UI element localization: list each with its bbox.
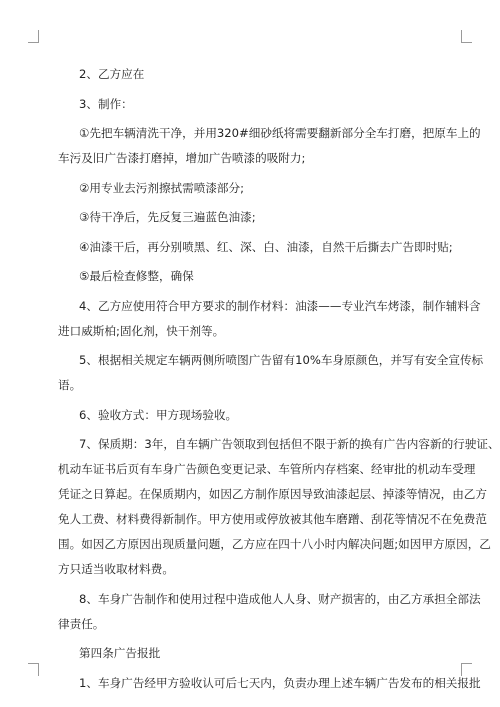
paragraph-9: [58, 348, 484, 398]
paragraph-5: [79, 205, 439, 230]
paragraph-10: [79, 403, 439, 428]
text-line: ④油漆干后，再分别喷黑、红、深、白、油漆，自然干后撕去广告即时贴;: [79, 239, 453, 254]
text-line: 车污及旧广告漆打磨掉，增加广告喷漆的吸附力;: [58, 151, 306, 165]
paragraph-8: [58, 294, 481, 344]
paragraph-1: [79, 62, 439, 87]
crop-mark-top-left: [28, 30, 39, 43]
text-line: 5、根据相关规定车辆两侧所喷图广告留有10%车身原颜色，并写有安全宣传标: [79, 353, 484, 367]
crop-mark-bottom-right: [461, 663, 472, 676]
paragraph-3: [58, 121, 481, 171]
text-line: 4、乙方应使用符合甲方要求的制作材料：油漆——专业汽车烤漆，制作辅料含: [79, 298, 481, 313]
text-line: ⑤最后检查修整，确保: [79, 269, 194, 283]
section-heading: [79, 641, 439, 666]
paragraph-4: [79, 176, 439, 201]
text-line: 6、验收方式：甲方现场验收。: [79, 407, 238, 422]
text-line: 律责任。: [58, 616, 105, 631]
text-line: 机动车证书后页有车身广告颜色变更记录、车管所内存档案、经审批的机动车受理: [58, 462, 476, 476]
text-line: 语。: [58, 378, 82, 392]
paragraph-14: [79, 671, 481, 696]
text-line: 7、保质期：3年，自车辆广告领取到包括但不限于新的换有广告内容新的行驶证、: [79, 437, 500, 451]
text-line: 方只适当收取材料费。: [58, 562, 174, 576]
text-line: 1、车身广告经甲方验收认可后七天内，负责办理上述车辆广告发布的相关报批: [79, 675, 481, 690]
text-line: ①先把车辆清洗干净，并用320#细砂纸将需要翻新部分全车打磨，把原车上的: [79, 126, 481, 140]
text-line: 围。如因乙方原因出现质量问题，乙方应在四十八小时内解决问题;如因甲方原因，乙: [58, 537, 491, 551]
text-line: 凭证之日算起。在保质期内，如因乙方制作原因导致油漆起层、掉漆等情况，由乙方: [58, 487, 487, 501]
text-line: 8、车身广告制作和使用过程中造成他人人身、财产损害的，由乙方承担全部法: [79, 591, 481, 606]
document-body: [58, 62, 500, 700]
crop-mark-top-right: [461, 30, 472, 43]
crop-mark-bottom-left: [28, 663, 39, 676]
text-line: 3、制作：: [79, 96, 133, 111]
paragraph-11: [58, 432, 500, 582]
paragraph-12: [58, 587, 481, 637]
text-line: 第四条广告报批: [79, 646, 161, 660]
text-line: ②用专业去污剂擦拭需喷漆部分;: [79, 180, 245, 195]
paragraph-6: [79, 235, 453, 260]
text-line: ③待干净后，先反复三遍蓝色油漆;: [79, 210, 256, 224]
paragraph-7: [79, 264, 439, 289]
text-line: 免人工费、材料费得新制作。甲方使用或停放被其他车磨蹭、刮花等情况不在免费范: [58, 512, 487, 526]
text-line: 进口威斯柏;固化剂，快干剂等。: [58, 323, 225, 338]
text-line: 2、乙方应在: [79, 67, 145, 81]
paragraph-2: [79, 92, 439, 117]
